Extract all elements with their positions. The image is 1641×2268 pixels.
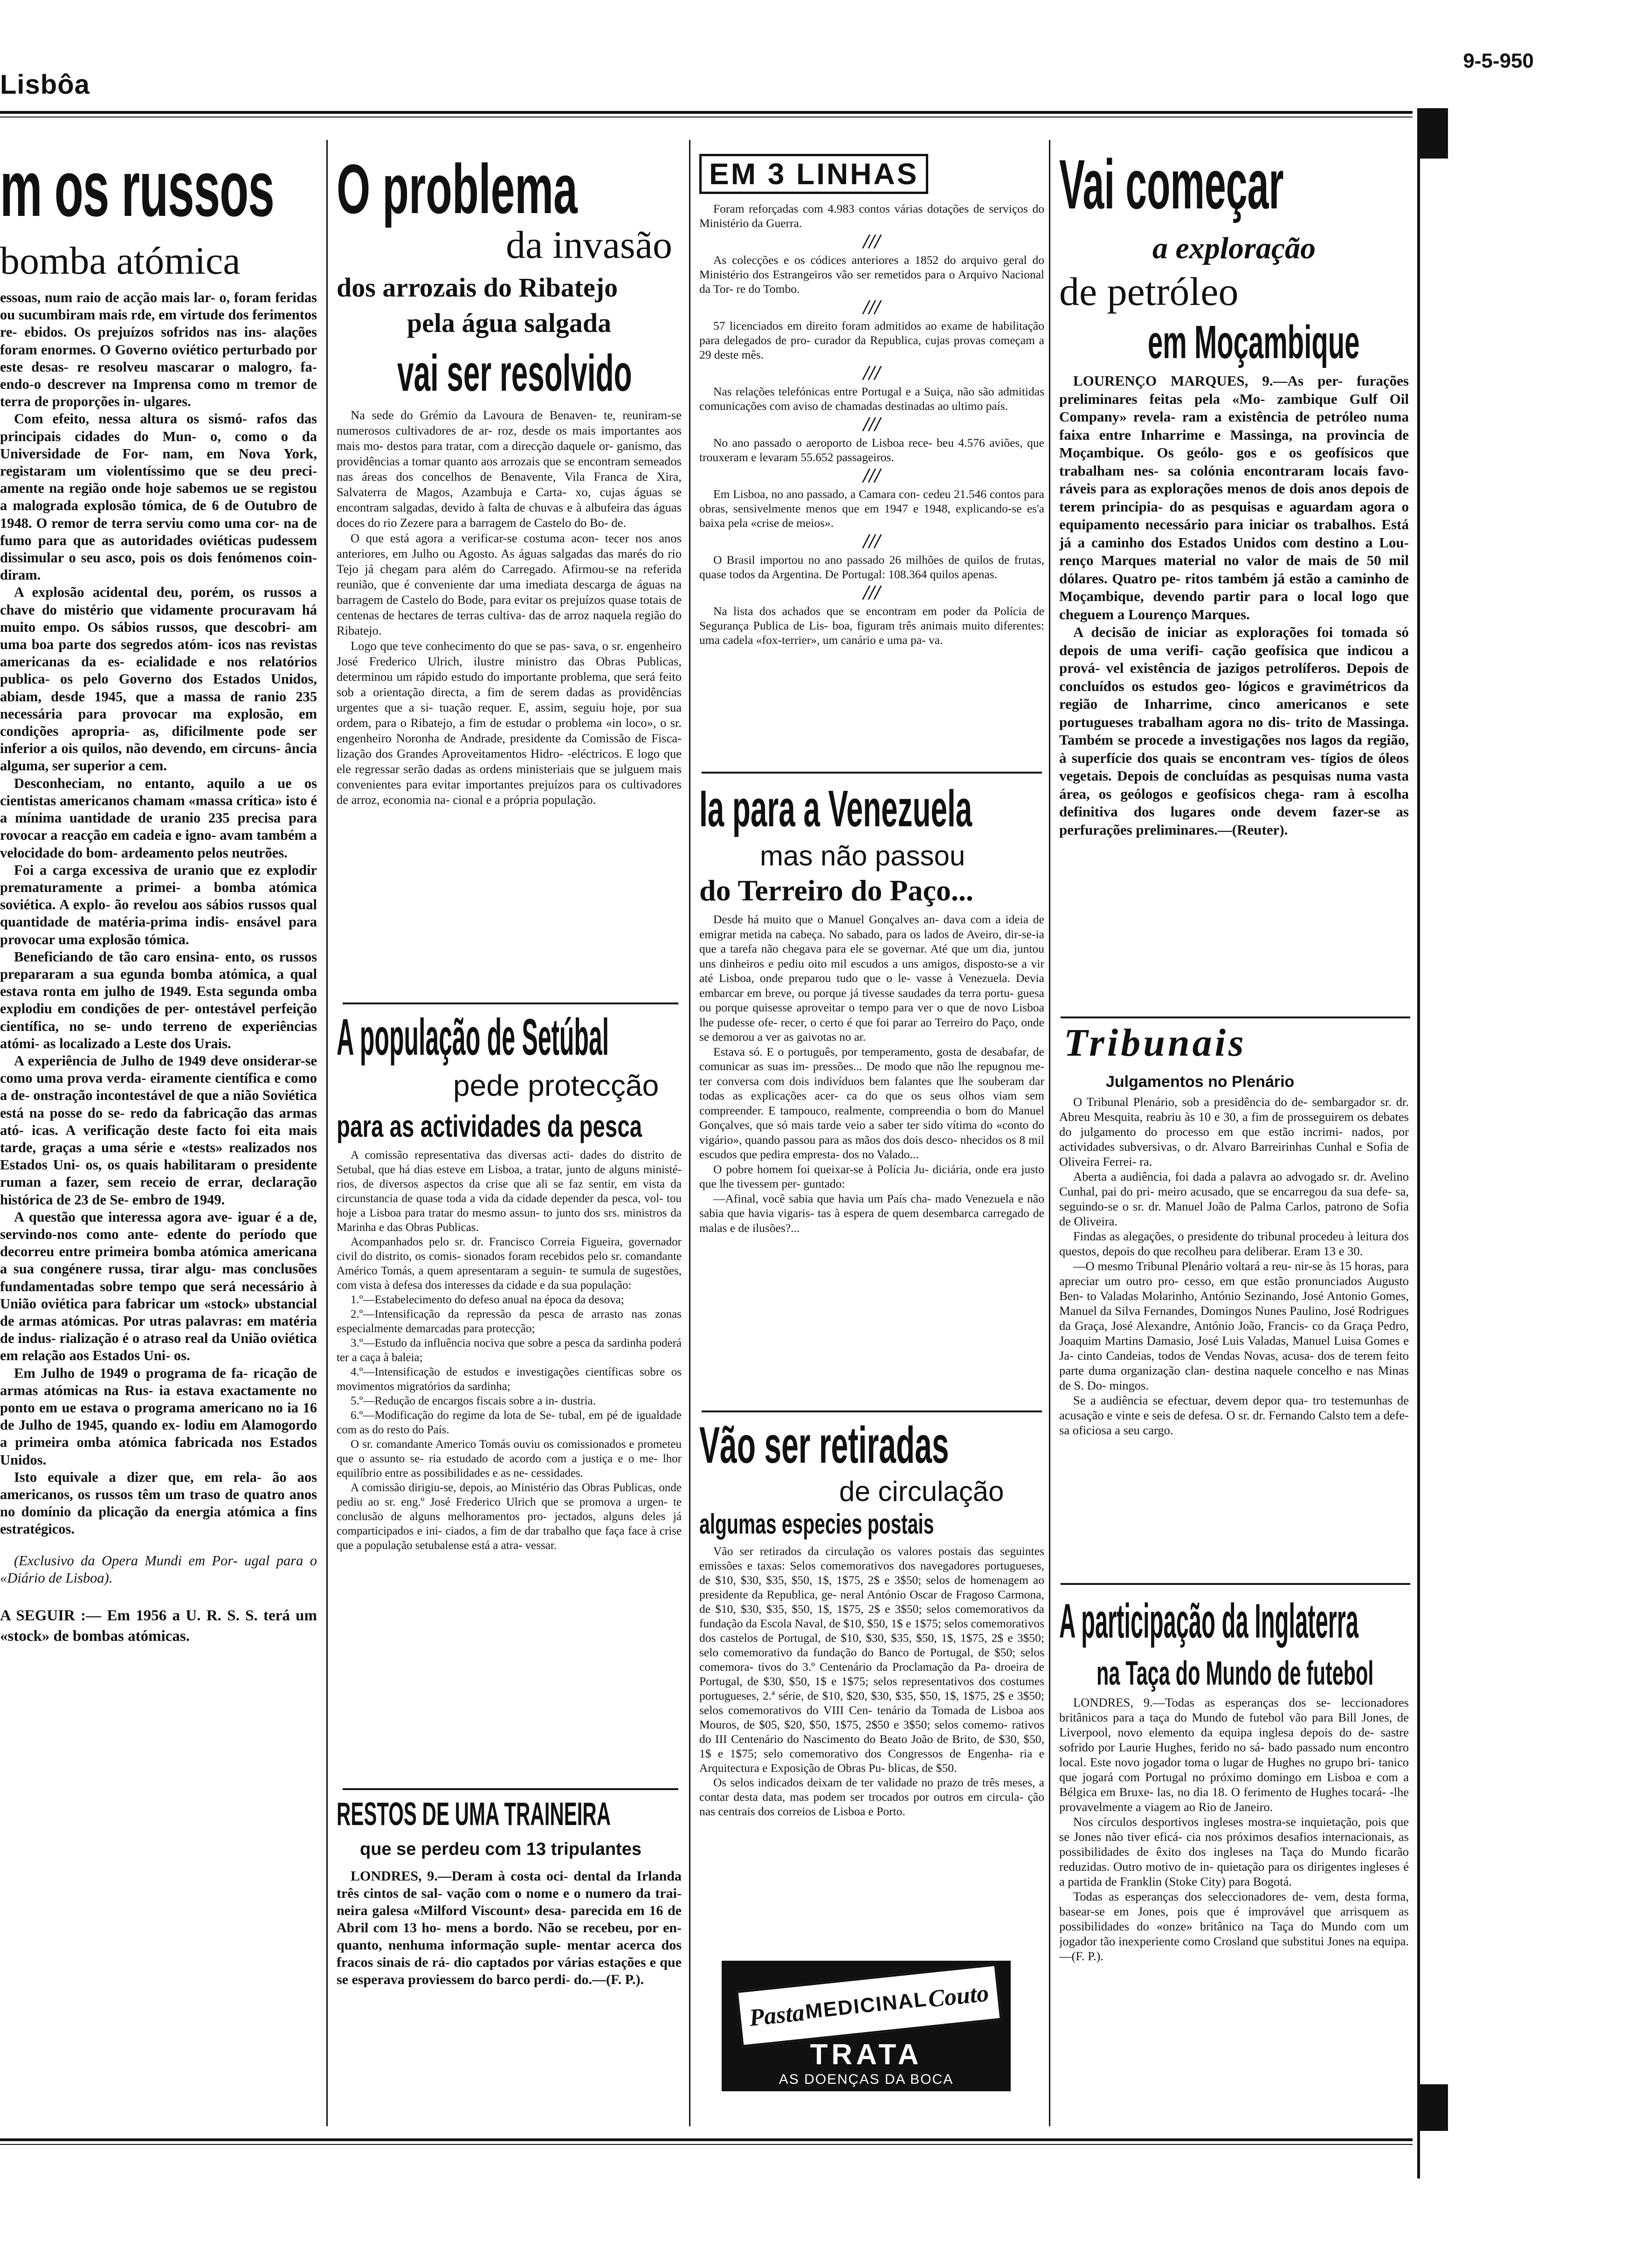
paragraph: Findas as alegações, o presidente do tribunal procedeu à leitura dos questos, depois do que recolheu para deliberar. Eram 13 e 30. [1059, 1229, 1409, 1258]
setubal-body [337, 1148, 682, 1553]
paragraph: 6.º—Modificação do regime da lota de Se- tubal, em pé de igualdade com as do resto do País. [337, 1409, 682, 1436]
problema-headline-3: dos arrozais do Ribatejo [337, 272, 618, 303]
separator-mark: /// [863, 361, 881, 384]
paragraph: A decisão de iniciar as explorações foi tomada só depois de uma verifi- cação geofísica que indicou a prová- vel existência de jazigos petrolíferos. Depois de concluídos os estudos geo- lógicos e gravimétricos da região de Inharrime, cinco americanos e sete portugueses trabalham agora no dis- trito de Massinga. Também se procede a investigações nos lagos da região, à superfície dos quais se encontram ves- tígios de óleos vegetais. Depois de concluídas as pesquisas numa vasta área, os geólogos e geofísicos chega- ram à escolha definitiva dos lugares onde devem fazer-se as perfurações preliminares.—(Reuter). [1059, 624, 1409, 838]
separator-mark: /// [863, 413, 881, 436]
paragraph: LOURENÇO MARQUES, 9.—As per- furações preliminares feitas pela «Mo- zambique Gulf Oil Company» revela- ram a existência de petróleo numa faixa entre Inharrime e Massinga, na provincia de Moçambique. Os geólo- gos e os geofísicos que trabalham nes- sa colónia encontraram locais favo- ráveis para as explorações menos de dois anos depois de terem principia- do as pesquisas e aguardam agora o equipamento necessário para iniciar os trabalhos. Está já a caminho dos Estados Unidos com destino a Lou- renço Marques material no valor de mais de 50 mil dólares. Quatro pe- ritos também já estão a caminho de Moçambique, devendo partir para o local logo que cheguem a Lourenço Marques. [1059, 373, 1409, 622]
news-item: As colecções e os códices anteriores a 1852 do arquivo geral do Ministério dos Estrangeiros vão ser remetidos para o Arquivo Nacional da Tor- re do Tombo. [699, 253, 1044, 296]
russos-body [0, 289, 317, 1646]
ad-line-2: TRATA [810, 2039, 923, 2071]
article-russos [0, 149, 317, 2122]
bottom-rule-thin [0, 2144, 1413, 2145]
problema-headline-5: vai ser resolvido [397, 345, 632, 402]
russos-subheadline: bomba atómica [0, 239, 241, 283]
article-tribunais [1059, 1023, 1409, 1583]
tribunais-body [1059, 1094, 1409, 1438]
problema-headline-4: pela água salgada [407, 308, 612, 338]
venezuela-body [699, 912, 1044, 1235]
venezuela-headline-3: do Terreiro do Paço... [699, 874, 973, 907]
paragraph: O Tribunal Plenário, sob a presidência do de- sembargador sr. dr. Abreu Mesquita, reabriu às 10 e 30, a fim de prosseguirem os debates do julgamento do processo em que estão incrimi- nados, por actividades subversivas, o dr. Alvaro Barreirinhas Cunhal e Sofia de Oliveira Ferrei- ra. [1059, 1095, 1409, 1169]
ad-line-3: AS DOENÇAS DA BOCA [779, 2072, 954, 2087]
separator-mark: /// [863, 230, 881, 253]
article-problema [337, 154, 682, 1007]
source-note: (Exclusivo da Opera Mundi em Por- ugal para o «Diário de Lisboa). [0, 1552, 317, 1586]
top-rule-thin [0, 117, 1413, 118]
news-item: No ano passado o aeroporto de Lisboa rece- beu 4.576 aviões, que trouxeram e levaram 55.652 passageiros. [699, 436, 1044, 464]
ad-brand-2: MEDICINAL [804, 1988, 929, 2024]
article-divider [702, 772, 1042, 774]
paragraph: 4.º—Intensificação de estudos e investigações científicas sobre os movimentos migratórios da sardinha; [337, 1366, 682, 1393]
linhas-title-box [699, 154, 928, 194]
newspaper-date: 9-5-950 [1463, 49, 1534, 72]
paragraph: 2.º—Intensificação da repressão da pesca de arrasto nas zonas especialmente demarcadas para protecção; [337, 1308, 682, 1335]
setubal-headline-2: pede protecção [453, 1069, 659, 1102]
problema-headline-2: da invasão [506, 223, 672, 267]
petroleo-headline-3: de petróleo [1059, 269, 1239, 314]
separator-mark: /// [863, 296, 881, 318]
article-setubal [337, 1012, 682, 1767]
russos-headline: m os russos [0, 149, 274, 233]
news-item: Nas relações telefónicas entre Portugal e a Suiça, não são admitidas comunicações com aviso de chamadas destinadas ao ultimo país. [699, 385, 1044, 413]
paragraph: LONDRES, 9.—Deram à costa oci- dental da Irlanda três cintos de sal- vação com o nome e o numero da trai- neira galesa «Milford Viscount» desa- parecida em 16 de Abril com 13 ho- mens a bordo. Não se recebeu, por en- quanto, nenhuma informação suple- mentar acerca dos fracos sinais de rá- dio captados por várias estações e que se esperava proviessem do barco perdi- do.—(F. P.). [337, 1868, 682, 1987]
inglaterra-headline-1: A participação da Inglaterra [1059, 1597, 1358, 1648]
advertisement [722, 1961, 1011, 2091]
paragraph: —Afinal, você sabia que havia um País cha- mado Venezuela e não sabia que havia vigaris- tas à espera de quem desembarca carregado de malas e de ilusões?... [699, 1191, 1044, 1235]
problema-body [337, 408, 682, 808]
news-item: O Brasil importou no ano passado 26 milhões de quilos de frutas, quase todos da Argentina. De Portugal: 108.364 quilos apenas. [699, 553, 1044, 581]
retiradas-headline-1: Vão ser retiradas [699, 1420, 949, 1474]
article-divider [343, 1003, 678, 1004]
paragraph: Desconheciam, no entanto, aquilo a ue os cientistas americanos chamam «massa crítica» isto é a mínima uantidade de uranio 235 precisa para rovocar a reacção em cadeia e igno- avam também a velocidade do bom- ardeamento pelos neutrões. [0, 775, 317, 861]
traineira-headline-1: RESTOS DE UMA TRAINEIRA [337, 1798, 611, 1832]
paragraph: Aberta a audiência, foi dada a palavra ao advogado sr. dr. Avelino Cunhal, pai do pri- meiro acusado, que se encarregou da sua defe- sa, seguindo-se o sr. dr. Manuel João de Palma Carlos, patrono de Sofia de Oliveira. [1059, 1169, 1409, 1228]
article-retiradas [699, 1420, 1044, 1891]
column-rule [326, 140, 328, 2126]
top-rule [0, 111, 1413, 114]
paragraph: A comissão dirigiu-se, depois, ao Ministério das Obras Publicas, onde pediu ao sr. eng.º José Frederico Ulrich que se promova a urgen- te conclusão de alguns melhoramentos pro- jectados, alguns deles já comparticipados e ini- ciados, a fim de dar trabalho que faça face à crise que a população setubalense está a atra- vessar. [337, 1481, 682, 1552]
ad-brand-3: Couto [927, 1979, 990, 2012]
paragraph: Acompanhados pelo sr. dr. Francisco Correia Figueira, governador civil do distrito, os comis- sionados foram recebidos pelo sr. comandante Américo Tomás, a quem apresentaram a seguin- te sumula de sugestões, com vista à defesa dos interesses da cidade e da sua população: [337, 1236, 682, 1292]
linhas-title: EM 3 LINHAS [709, 157, 919, 191]
paragraph: Isto equivale a dizer que, em rela- ão aos americanos, os russos têm um traso de quatro anos no domínio da plicação da energia atómica a fins estratégicos. [0, 1469, 317, 1537]
paragraph: Vão ser retirados da circulação os valores postais das seguintes emissões e taxas: Selos comemorativos dos navegadores portugueses, de $10, $30, $35, $50, 1$, 1$75, 2$ e 3$50; selos de homenagem ao presidente da Republica, ge- neral António Oscar de Fragoso Carmona, de $10, $30, $35, $50, 1$, 1$75, 2$ e 3$50; selos comemorativos da fundação da Escola Naval, de $10, $50, 1$ e 1$75; selos comemorativos dos castelos de Portugal, de $10, $30, $35, $50, 1$, 1$75, 2$ e 3$50; selo comemorativo da fundação do Banco de Portugal, de $50; selos comemora- tivos do 3.º Centenário da Proclamação da Pa- droeira de Portugal, de $30, $50, 1$ e 1$75; selos representativos dos costumes portugueses, 2.ª série, de $10, $20, $30, $35, $50, 1$, 1$75, 2$ e 3$50; selos comemorativos do VIII Cen- tenário da Tomada de Lisboa aos Mouros, de $05, $20, $50, 1$75, 2$50 e 3$50; selos comemo- rativos do III Centenário do Nascimento do Beato João de Brito, de $30, $50, 1$ e 1$75; selo comemorativo dos Congressos de Engenha- ria e Arquitectura e Exposição de Obras Pu- blicas, de $50. [699, 1544, 1044, 1775]
paragraph: Estava só. E o português, por temperamento, gosta de desabafar, de comunicar as suas im- pressões... De modo que não lhe repugnou me- ter conversa com dois indivíduos bem falantes que lhe souberam dar todas as explicações acer- ca do que os seus olhos viam sem compreender. E tampouco, realmente, compreendia o bom do Manuel Gonçalves, que só mais tarde veio a saber ter sido vítima do «conto do vigário», quando passou para as mãos dos dois desco- nhecidos os 8 mil escudos que pedira empresta- dos no Valado... [699, 1044, 1044, 1161]
retiradas-headline-2: de circulação [839, 1476, 1004, 1507]
paragraph: O sr. comandante Americo Tomás ouviu os comissionados e prometeu que o assunto se- ria estudado de acordo com a justiça e o me- lhor equilíbrio entre as possibilidades e as ne- cessidades. [337, 1438, 682, 1480]
setubal-headline-3: para as actividades da pesca [337, 1109, 642, 1143]
paragraph: Nos círculos desportivos ingleses mostra-se inquietação, pois que se Jones não tiver eficá- cia nos próximos desafios internacionais, as possibilidades de êxito dos ingleses na Taça do Mundo ficarão reduzidas. Outro motivo de in- quietação para os dirigentes ingleses é a partida de Franklin (Stoke City) para Bogotá. [1059, 1815, 1409, 1888]
paragraph: A questão que interessa agora ave- iguar é a de, servindo-nos como ante- edente do período que decorreu entre primeira bomba atómica americana a sua congénere russa, tirar algu- mas conclusões fundamentadas sobre tempo que será necessário à União oviética para fabricar um «stock» ubstancial de armas atómicas. Por utras palavras: em matéria de indus- rialização é o atraso real da União oviética em relação aos Estados Uni- os. [0, 1209, 317, 1364]
paragraph: A comissão representativa das diversas acti- dades do distrito de Setubal, que há dias esteve em Lisboa, a tratar, junto de alguns ministé- rios, de diversos aspectos da crise que ali se faz sentir, em vista da circunstancia de quase toda a vida da cidade depender da pesca, vol- tou hoje a Lisboa para tratar do mesmo assun- to junto dos srs. ministros da Marinha e das Obras Publicas. [337, 1149, 682, 1234]
paragraph: Desde há muito que o Manuel Gonçalves an- dava com a ideia de emigrar metida na cabeça. No sabado, para os lados de Aveiro, dir-se-ia que a tarefa não chegava para ele se governar. Até que um dia, juntou uns dinheiros e pediu oito mil escudos a uns amigos, disposto-se a vir até Lisboa, onde preparou tudo que o le- vasse à Venezuela. Devia embarcar em breve, ou porque já tivesse saudades da terra portu- guesa ou porque quisesse aproveitar o tempo para ver o que de novo Lisboa lhe pudesse ofe- recer, o certo é que foi parar ao Terreiro do Paço, onde se demorou a ver as gaivotas no ar. [699, 913, 1044, 1044]
paragraph: Todas as esperanças dos seleccionadores de- vem, desta forma, basear-se em Jones, pois que é improvável que arrisquem as possibilidades do «onze» britânico na Taça do Mundo com um jogador tão inexperiente como Crosland que substitui Jones na equipa.—(F. P.). [1059, 1889, 1409, 1963]
article-divider [1061, 1016, 1410, 1018]
corner-block-bottom [1417, 2084, 1448, 2131]
paragraph: Foi a carga excessiva de uranio que ez explodir prematuramente a primei- a bomba atómica soviética. A explo- ão revelou aos sábios russos qual quantidade de matéria-prima indis- ensável para provocar uma explosão tómica. [0, 862, 317, 947]
newspaper-title: Lisbôa [0, 69, 90, 100]
retiradas-body [699, 1544, 1044, 1819]
traineira-body [337, 1867, 682, 1988]
article-divider [343, 1788, 678, 1790]
ad-brand-1: Pasta [748, 1999, 806, 2032]
news-item: Em Lisboa, no ano passado, a Camara con- cedeu 21.546 contos para obras, sensivelmente menos que em 1947 e 1948, explicando-se es'a baixa pela «crise de meios». [699, 487, 1044, 530]
article-divider [1061, 1583, 1410, 1585]
paragraph: LONDRES, 9.—Todas as esperanças dos se- leccionadores britânicos para a taça do Mundo de futebol vão para Bill Jones, de Liverpool, novo elemento da equipa inglesa depois do de- sastre sofrido por Laurie Hughes, ferido no sá- bado passado num encontro local. Este novo jogador toma o lugar de Hughes no grupo bri- tanico que jogará com Portugal no próximo domingo em Lisboa e com a Bélgica em Bruxe- las, no dia 18. O ferimento de Hughes tocará- -lhe provavelmente a viagem ao Rio de Janeiro. [1059, 1695, 1409, 1814]
article-inglaterra [1059, 1597, 1409, 2129]
ad-banner [736, 1964, 1001, 2047]
column-rule [1049, 140, 1050, 2126]
paragraph: Beneficiando de tão caro ensina- ento, os russos prepararam a sua egunda bomba atómica, a qual estava ronta em julho de 1949. Esta segunda omba explodiu em condições de per- ontestável perfeição científica, no se- undo terreno de experiências atómi- as localizado a Leste dos Urais. [0, 948, 317, 1051]
article-petroleo [1059, 149, 1409, 1026]
article-em-3-linhas [699, 154, 1044, 765]
venezuela-headline-1: Ia para a Venezuela [699, 783, 972, 837]
column-rule [689, 140, 690, 2126]
retiradas-headline-3: algumas especies postais [699, 1508, 934, 1540]
inglaterra-body [1059, 1695, 1409, 1964]
separator-mark: /// [863, 581, 881, 604]
tribunais-subtitle: Julgamentos no Plenário [1106, 1073, 1295, 1091]
traineira-headline-2: que se perdeu com 13 tripulantes [360, 1839, 641, 1859]
paragraph: 5.º—Redução de encargos fiscais sobre a in- dustria. [351, 1395, 596, 1407]
inglaterra-headline-2: na Taça do Mundo de futebol [1096, 1655, 1374, 1692]
setubal-headline-1: A população de Setúbal [337, 1012, 609, 1066]
paragraph: O que está agora a verificar-se costuma acon- tecer nos anos anteriores, em Julho ou Agosto. As águas salgadas das marés do rio Tejo já chegam para além do Carregado. Afirmou-se na referida reunião, que é conveniente dar uma imediata descarga de águas na barragem de Castelo do Bode, para evitar os prejuízos quase totais de centenas de hectares de terras cultiva- das de arroz naquela região do Ribatejo. [337, 531, 682, 637]
paragraph: Com efeito, nessa altura os sismó- rafos das principais cidades do Mun- o, como o da Universidade de For- nam, em Nova York, registaram um violentíssimo que se deu preci- amente na região onde hoje sabemos ue se registou a malograda explosão tómica, de 6 de Outubro de 1948. O remor de terra serviu como uma cor- na de fumo para que as autoridades oviéticas pudessem dissimular o seu asco, pois os dois fenómenos coin- diram. [0, 411, 317, 583]
paragraph: Os selos indicados deixam de ter validade no prazo de três meses, a contar desta data, mas podem ser trocados por outros em circula- ção nas centrais dos correios de Lisboa e Porto. [699, 1776, 1044, 1818]
bottom-rule [0, 2138, 1413, 2141]
paragraph: Logo que teve conhecimento do que se pas- sava, o sr. engenheiro José Frederico Ulrich, ilustre ministro das Obras Publicas, determinou um rápido estudo do importante problema, que será feito sob a orientação directa, a fim de serem dadas as providências urgentes que a si- tuação requer. E, assim, seguiu hoje, por sua ordem, para o Ribatejo, a fim de estudar o problema «in loco», o sr. engenheiro Noronha de Andrade, presidente da Comissão de Fisca- lização dos Grandes Aproveitamentos Hidro- -eléctricos. E logo que ele regressar serão dadas as ordens ministeriais que se julguem mais convenientes para evitar importantes prejuízos para os cultivadores de arroz, economia na- cional e a própria população. [337, 639, 682, 807]
venezuela-headline-2: mas não passou [760, 840, 965, 871]
article-traineira [337, 1798, 682, 2129]
petroleo-headline-2: a exploração [1152, 231, 1316, 265]
linhas-body [699, 201, 1044, 647]
paragraph: essoas, num raio de acção mais lar- o, foram feridas ou sucumbiram mais rde, em virtude dos ferimentos re- ebidos. Os prejuízos sofridos nas ins- alações foram enormes. O Governo oviético perturbado por este desas- re resolveu mascarar o malogro, fa- endo-o descrever na Imprensa como m tremor de terra de proporções in- ulgares. [0, 290, 317, 410]
paragraph: A experiência de Julho de 1949 deve onsiderar-se como uma prova verda- eiramente científica e como a de- onstração incontestável de que a nião Soviética está na posse do se- redo da fabricação das armas ató- icas. A verificação deste facto foi eita mais tarde, graças a uma série e «tests» realizados nos Estados Uni- os, os quais habilitaram o presidente ruman a fazer, sem receio de errar, declaração histórica de 23 de Se- embro de 1949. [0, 1052, 317, 1208]
paragraph: 1.º—Estabelecimento do defeso anual na época da desova; [351, 1293, 624, 1306]
news-item: 57 licenciados em direito foram admitidos ao exame de habilitação para delegados de pro- curador da Republica, cujas provas começam a 29 deste mês. [699, 319, 1044, 361]
separator-mark: /// [863, 464, 881, 487]
paragraph: O pobre homem foi queixar-se à Polícia Ju- diciária, onde era justo que lhe tivessem per- guntado: [699, 1162, 1044, 1190]
news-item: Foram reforçadas com 4.983 contos várias dotações de serviços do Ministério da Guerra. [699, 202, 1044, 230]
corner-block [1417, 108, 1448, 159]
right-border [1417, 108, 1420, 2178]
separator-mark: /// [863, 530, 881, 553]
seguir-note: A SEGUIR :— Em 1956 a U. R. S. S. terá um «stock» de bombas atómicas. [0, 1607, 317, 1645]
tribunais-title: Tribunais [1064, 1023, 1247, 1065]
problema-headline-1: O problema [337, 154, 578, 228]
paragraph: Se a audiência se efectuar, devem depor qua- tro testemunhas de acusação e vinte e seis de defesa. O sr. dr. Fernando Calsto tem a defe- sa oficiosa a seu cargo. [1059, 1393, 1409, 1437]
paragraph: —O mesmo Tribunal Plenário voltará a reu- nir-se às 15 horas, para apreciar um outro pro- cesso, em que estão pronunciados Augusto Ben- to Valadas Molarinho, António Sezinando, José Antonio Gomes, Manuel da Silva Fernandes, Domingos Nunes Paulino, José Rodrigues da Graça, José Alexandre, António João, Francis- co da Graça Pedro, Joaquim Martins Damasio, José Luis Valadas, Manuel Luisa Gomes e Ja- cinto Candeias, todos de Vendas Novas, acusa- dos de terem feito parte duma organização clan- destina naquele concelho e nas Minas de S. Do- mingos. [1059, 1259, 1409, 1392]
petroleo-headline-4: em Moçambique [1148, 316, 1360, 368]
article-divider [702, 1411, 1042, 1412]
paragraph: A explosão acidental deu, porém, os russos a chave do mistério que vidamente procuravam há muito empo. Os sábios russos, que descobri- am uma boa parte dos segredos atóm- icos nas revistas americanas da es- ecialidade e nos relatórios publica- os pelo Governo dos Estados Unidos, abiam, desde 1945, que a massa de ranio 235 necessária para provocar ma explosão, em condições apropria- as, dificilmente pode ser inferior a ois quilos, não devendo, em circuns- ância alguma, ser superior a cem. [0, 584, 317, 774]
paragraph: Em Julho de 1949 o programa de fa- ricação de armas atómicas na Rus- ia estava exactamente no ponto em ue estava o programa americano no ia 16 de Julho de 1945, quando ex- lodiu em Alamogordo a primeira omba atómica fabricada nos Estados Unidos. [0, 1365, 317, 1468]
petroleo-headline-1: Vai começar [1059, 149, 1284, 223]
article-venezuela [699, 783, 1044, 1413]
paragraph: 3.º—Estudo da influência nociva que sobre a pesca da sardinha poderá ter a caça à baleia; [337, 1337, 682, 1364]
petroleo-body [1059, 372, 1409, 839]
news-item: Na lista dos achados que se encontram em poder da Polícia de Segurança Publica de Lis- boa, figuram três animais muito diferentes: uma cadela «fox-terrier», um canário e uma pa- va. [699, 604, 1044, 647]
paragraph: Na sede do Grémio da Lavoura de Benaven- te, reuniram-se numerosos cultivadores de ar- roz, desde os mais importantes aos mais mo- destos para tratar, com a direcção daquele or- ganismo, das providências a tomar quanto aos arrozais que se encontram semeados nas áreas dos concelhos de Benavente, Vila Franca de Xira, Salvaterra de Magos, Azambuja e Carta- xo, cujas águas se encontram salgadas, devido à falta de chuvas e à albufeira das águas doces do rio Zezere para a barragem de Castelo do Bo- de. [337, 408, 682, 530]
